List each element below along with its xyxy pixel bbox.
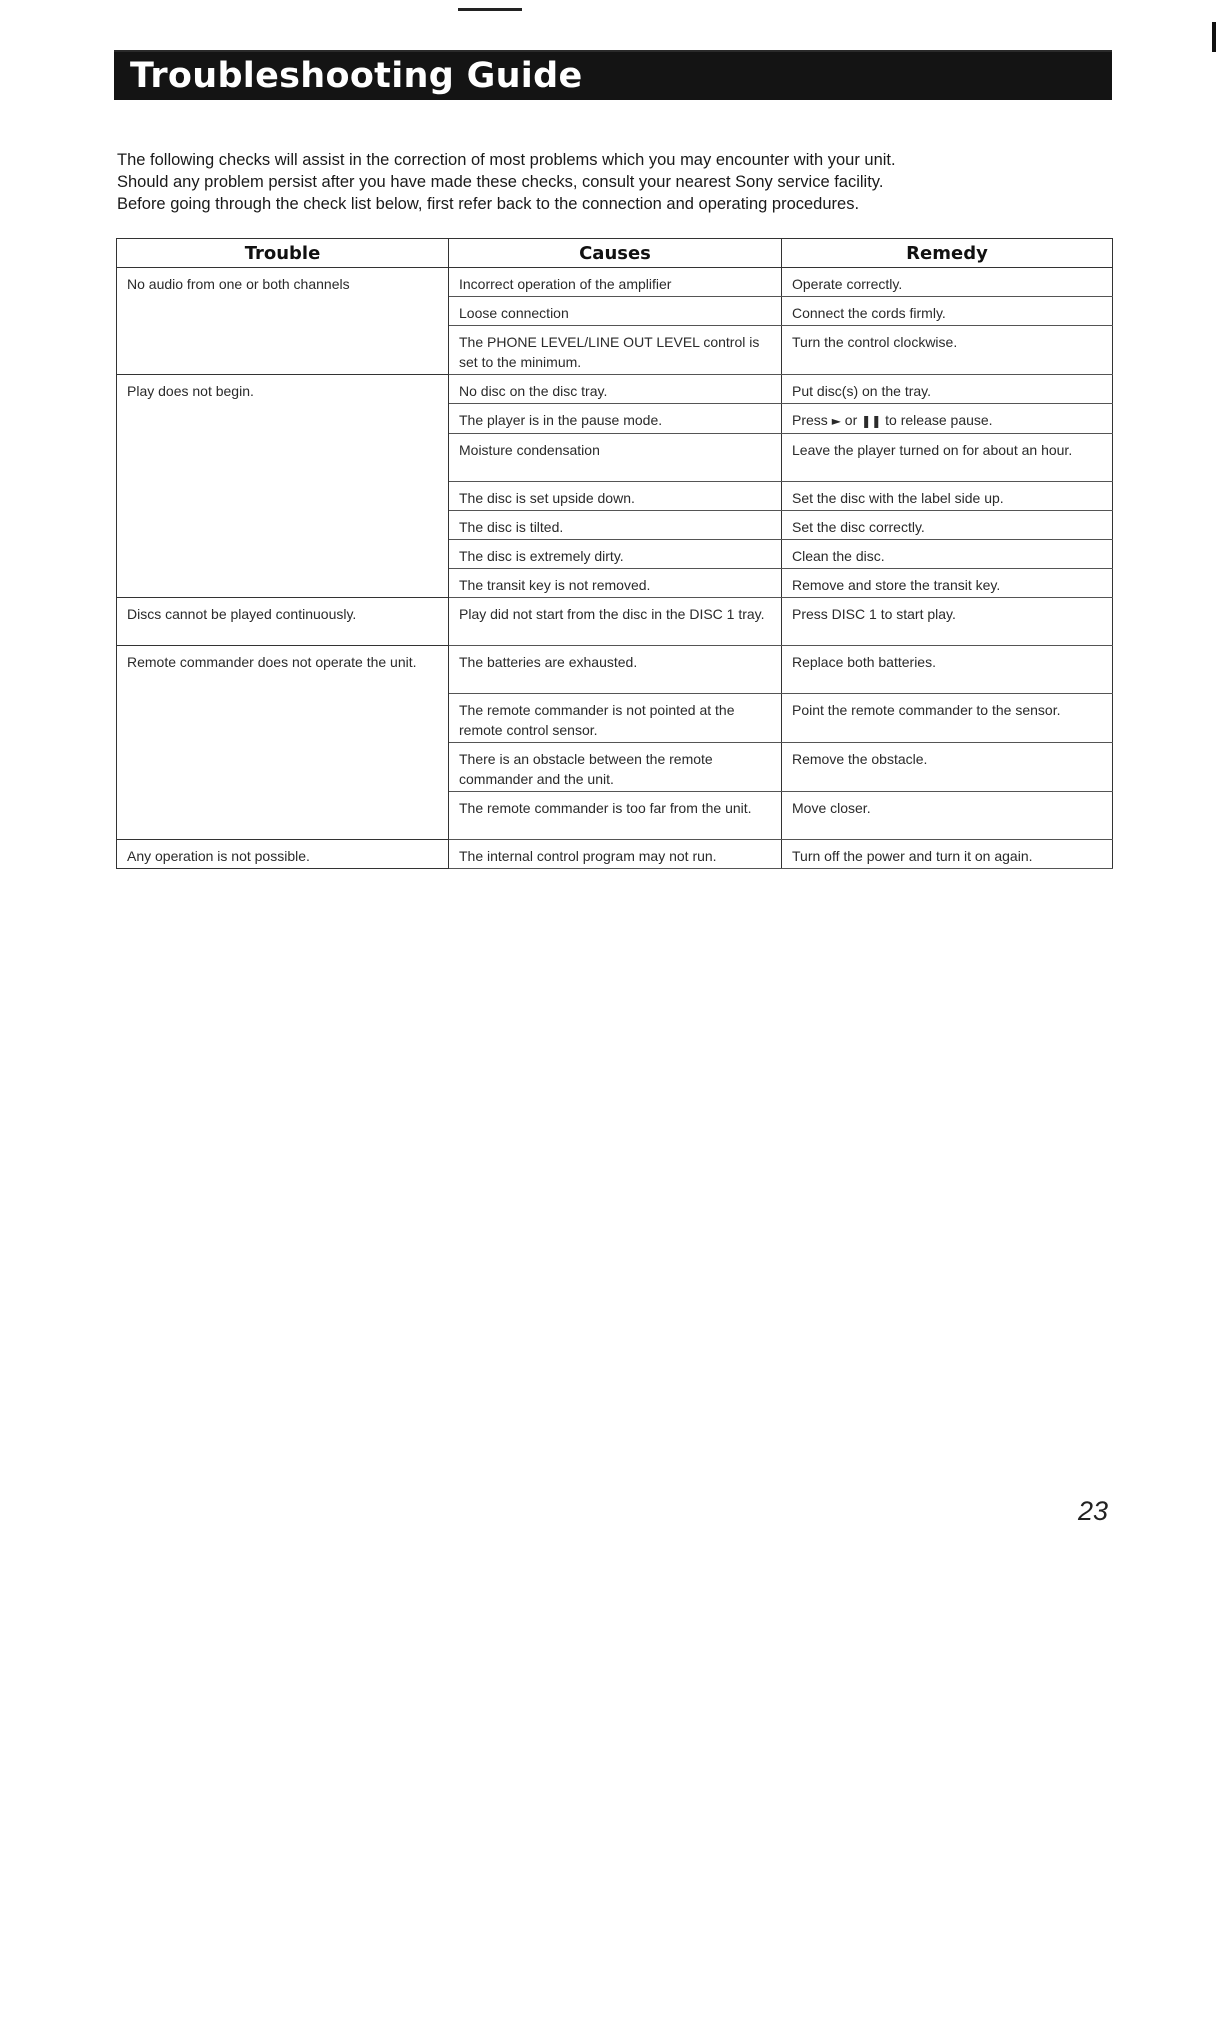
play-icon: ► (831, 414, 841, 428)
remedy-cell: Clean the disc. (782, 540, 1113, 569)
remedy-cell: Set the disc correctly. (782, 511, 1113, 540)
remedy-text-before: Press (792, 412, 832, 428)
remedy-cell: Leave the player turned on for about an hour. (782, 434, 1113, 482)
table-row (117, 268, 1113, 297)
title-bar (114, 50, 1112, 100)
cause-cell: The disc is set upside down. (449, 482, 782, 511)
remedy-cell: Put disc(s) on the tray. (782, 375, 1113, 404)
table-row (117, 598, 1113, 646)
remedy-cell: Remove the obstacle. (782, 743, 1113, 792)
cause-cell: There is an obstacle between the remote commander and the unit. (449, 743, 782, 792)
intro-line: Before going through the check list below, first refer back to the connection and operating procedures. (117, 195, 860, 213)
remedy-cell: Replace both batteries. (782, 646, 1113, 694)
intro-paragraph (117, 149, 1107, 215)
table-row (117, 646, 1113, 694)
cause-cell: The PHONE LEVEL/LINE OUT LEVEL control is set to the minimum. (449, 326, 782, 375)
cause-cell: Play did not start from the disc in the DISC 1 tray. (449, 598, 782, 646)
margin-bar (1212, 22, 1216, 52)
remedy-cell: Set the disc with the label side up. (782, 482, 1113, 511)
remedy-cell: Press DISC 1 to start play. (782, 598, 1113, 646)
table-row (117, 840, 1113, 869)
trouble-cell: No audio from one or both channels (117, 268, 449, 375)
cause-cell: No disc on the disc tray. (449, 375, 782, 404)
top-rule (458, 8, 522, 11)
remedy-cell: Connect the cords firmly. (782, 297, 1113, 326)
remedy-cell (782, 404, 1113, 434)
trouble-cell: Discs cannot be played continuously. (117, 598, 449, 646)
cause-cell: The player is in the pause mode. (449, 404, 782, 434)
trouble-cell: Any operation is not possible. (117, 840, 449, 869)
remedy-cell: Point the remote commander to the sensor. (782, 694, 1113, 743)
page-number: 23 (1078, 1496, 1109, 1526)
header-causes: Causes (449, 239, 782, 268)
page-title: Troubleshooting Guide (130, 56, 583, 96)
cause-cell: The remote commander is too far from the unit. (449, 792, 782, 840)
remedy-cell: Move closer. (782, 792, 1113, 840)
header-remedy: Remedy (782, 239, 1113, 268)
remedy-text-middle: or (840, 412, 862, 428)
remedy-text-after: to release pause. (881, 412, 993, 428)
troubleshooting-table (116, 238, 1113, 869)
intro-line: Should any problem persist after you have made these checks, consult your nearest Sony service facility. (117, 173, 884, 191)
remedy-cell: Operate correctly. (782, 268, 1113, 297)
table-row (117, 375, 1113, 404)
cause-cell: The disc is tilted. (449, 511, 782, 540)
remedy-cell: Turn the control clockwise. (782, 326, 1113, 375)
header-row (117, 239, 1113, 268)
cause-cell: The transit key is not removed. (449, 569, 782, 598)
cause-cell: Moisture condensation (449, 434, 782, 482)
trouble-cell: Remote commander does not operate the unit. (117, 646, 449, 840)
cause-cell: The remote commander is not pointed at the remote control sensor. (449, 694, 782, 743)
remedy-cell: Turn off the power and turn it on again. (782, 840, 1113, 869)
remedy-cell: Remove and store the transit key. (782, 569, 1113, 598)
intro-line: The following checks will assist in the correction of most problems which you may encounter with your unit. (117, 151, 896, 169)
cause-cell: The disc is extremely dirty. (449, 540, 782, 569)
trouble-cell: Play does not begin. (117, 375, 449, 598)
cause-cell: The batteries are exhausted. (449, 646, 782, 694)
pause-icon: ❚❚ (861, 414, 882, 428)
cause-cell: The internal control program may not run. (449, 840, 782, 869)
header-trouble: Trouble (117, 239, 449, 268)
cause-cell: Loose connection (449, 297, 782, 326)
cause-cell: Incorrect operation of the amplifier (449, 268, 782, 297)
